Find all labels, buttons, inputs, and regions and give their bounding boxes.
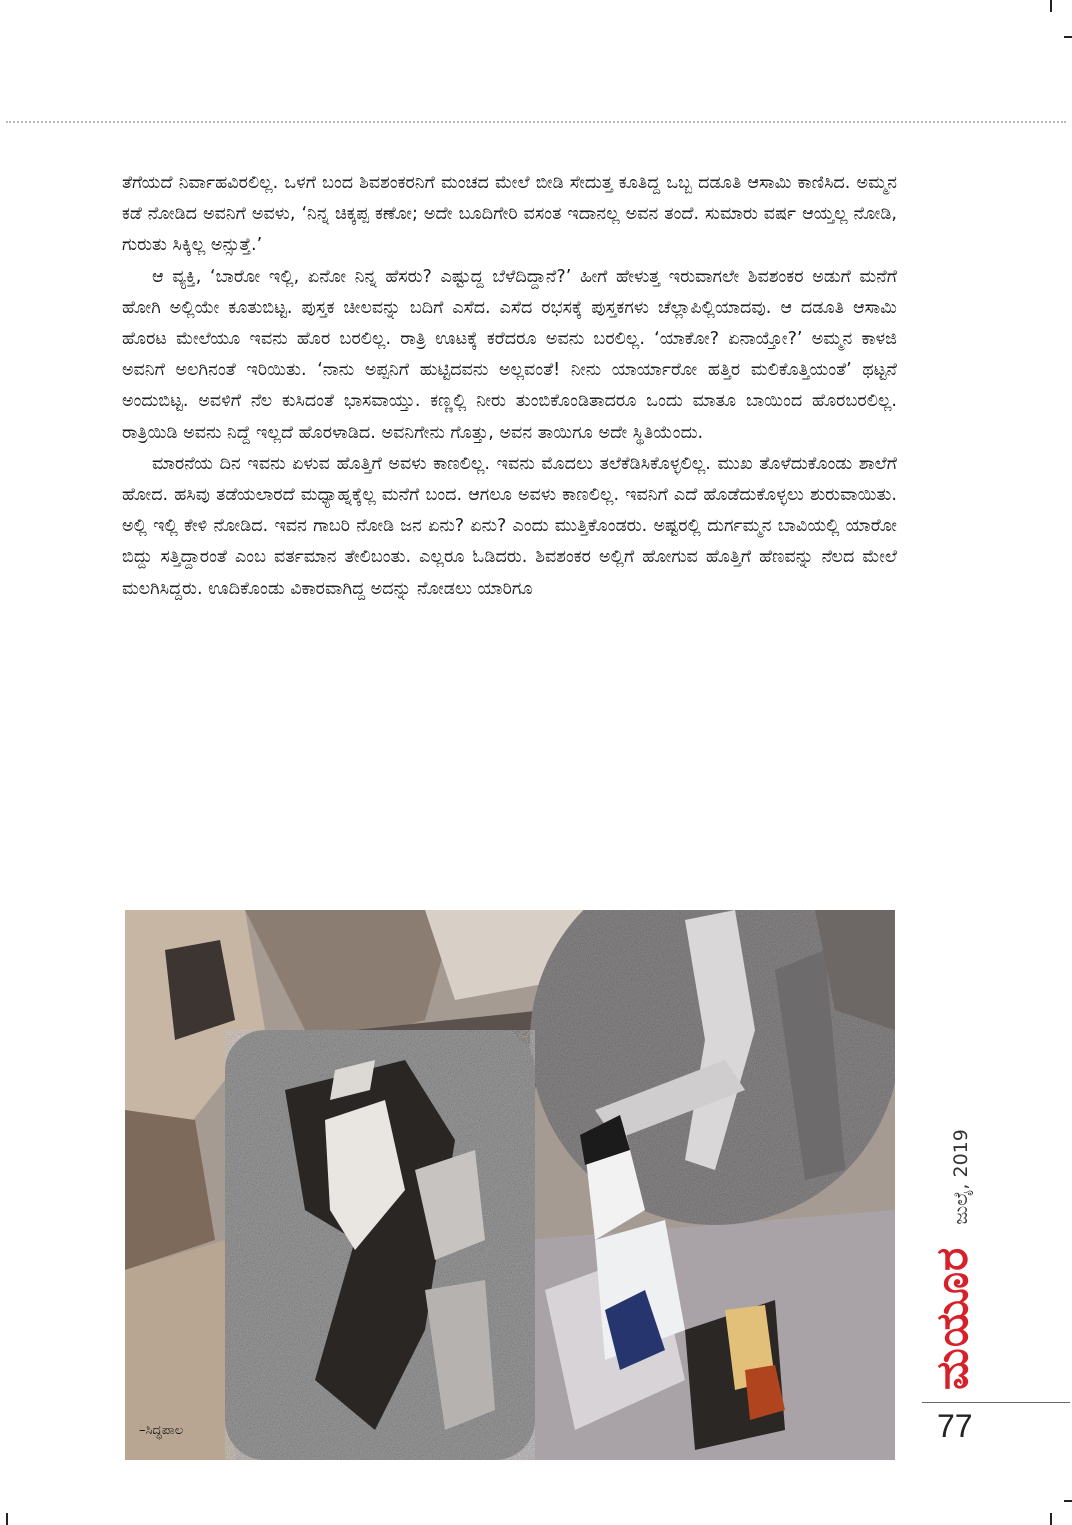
crop-mark bbox=[1064, 1500, 1072, 1502]
magazine-name: ಮಯೂರ bbox=[927, 1246, 978, 1390]
page-number: 77 bbox=[937, 1408, 973, 1444]
article-paragraph: ಮಾರನೆಯ ದಿನ ಇವನು ಏಳುವ ಹೊತ್ತಿಗೆ ಅವಳು ಕಾಣಲಿಲ್ಲ. ಇವನು ಮೊದಲು ತಲೆಕೆಡಿಸಿಕೊಳ್ಳಲಿಲ್ಲ. ಮುಖ ತೊಳೆದುಕೊಂಡು ಶಾಲೆಗೆ ಹೋದ. ಹಸಿವು ತಡೆಯಲಾರದೆ ಮಧ್ಯಾಹ್ನಕ್ಕೆಲ್ಲ ಮನೆಗೆ ಬಂದ. ಆಗಲೂ ಅವಳು ಕಾಣಲಿಲ್ಲ. ಇವನಿಗೆ ಎದೆ ಹೊಡೆದುಕೊಳ್ಳಲು ಶುರುವಾಯಿತು. ಅಲ್ಲಿ ಇಲ್ಲಿ ಕೇಳಿ ನೋಡಿದ. ಇವನ ಗಾಬರಿ ನೋಡಿ ಜನ ಏನು? ಏನು? ಎಂದು ಮುತ್ತಿಕೊಂಡರು. ಅಷ್ಟರಲ್ಲಿ ದುರ್ಗಮ್ಮನ ಬಾವಿಯಲ್ಲಿ ಯಾರೋ ಬಿದ್ದು ಸತ್ತಿದ್ದಾರಂತೆ ಎಂಬ ವರ್ತಮಾನ ತೇಲಿಬಂತು. ಎಲ್ಲರೂ ಓಡಿದರು. ಶಿವಶಂಕರ ಅಲ್ಲಿಗೆ ಹೋಗುವ ಹೊತ್ತಿಗೆ ಹೆಣವನ್ನು ನೆಲದ ಮೇಲೆ ಮಲಗಿಸಿದ್ದರು. ಊದಿಕೊಂಡು ವಿಕಾರವಾಗಿದ್ದ ಅದನ್ನು ನೋಡಲು ಯಾರಿಗೂ bbox=[122, 453, 897, 599]
crop-mark bbox=[1050, 1513, 1052, 1525]
article-paragraph: ತೆಗೆಯದೆ ನಿರ್ವಾಹವಿರಲಿಲ್ಲ. ಒಳಗೆ ಬಂದ ಶಿವಶಂಕರನಿಗೆ ಮಂಚದ ಮೇಲೆ ಬೀಡಿ ಸೇದುತ್ತ ಕೂತಿದ್ದ ಒಬ್ಬ ದಡೂತಿ ಆಸಾಮಿ ಕಾಣಿಸಿದ. ಅಮ್ಮನ ಕಡೆ ನೋಡಿದ ಅವನಿಗೆ ಅವಳು, ‘ನಿನ್ನ ಚಿಕ್ಕಪ್ಪ ಕಣೋ; ಅದೇ ಬೂದಿಗೇರಿ ವಸಂತ ಇದಾನಲ್ಲ ಅವನ ತಂದೆ. ಸುಮಾರು ವರ್ಷ ಆಯ್ತಲ್ಲ ನೋಡಿ, ಗುರುತು ಸಿಕ್ಕಿಲ್ಲ ಅನ್ಸುತ್ತೆ.’ bbox=[122, 173, 897, 256]
story-illustration bbox=[125, 910, 895, 1460]
crop-mark bbox=[6, 1513, 8, 1525]
crop-mark bbox=[1050, 0, 1052, 12]
header-dotted-rule bbox=[6, 121, 1066, 123]
issue-date: ಜುಲೈ, 2019 bbox=[950, 1129, 972, 1225]
page-number-rule bbox=[922, 1402, 1070, 1403]
artist-credit: –ಸಿದ್ಧಪಾಲ bbox=[139, 1423, 184, 1438]
article-body bbox=[122, 168, 897, 605]
article-paragraph: ಆ ವ್ಯಕ್ತಿ, ‘ಬಾರೋ ಇಲ್ಲಿ, ಏನೋ ನಿನ್ನ ಹೆಸರು? ಎಷ್ಟುದ್ದ ಬೆಳೆದಿದ್ದಾನೆ?’ ಹೀಗೆ ಹೇಳುತ್ತ ಇರುವಾಗಲೇ ಶಿವಶಂಕರ ಅಡುಗೆ ಮನೆಗೆ ಹೋಗಿ ಅಲ್ಲಿಯೇ ಕೂತುಬಿಟ್ಟ. ಪುಸ್ತಕ ಚೀಲವನ್ನು ಬದಿಗೆ ಎಸೆದ. ಎಸೆದ ರಭಸಕ್ಕೆ ಪುಸ್ತಕಗಳು ಚೆಲ್ಲಾಪಿಲ್ಲಿಯಾದವು. ಆ ದಡೂತಿ ಆಸಾಮಿ ಹೊರಟ ಮೇಲೆಯೂ ಇವನು ಹೊರ ಬರಲಿಲ್ಲ. ರಾತ್ರಿ ಊಟಕ್ಕೆ ಕರೆದರೂ ಅವನು ಬರಲಿಲ್ಲ. ‘ಯಾಕೋ? ಏನಾಯ್ತೋ?’ ಅಮ್ಮನ ಕಾಳಜಿ ಅವನಿಗೆ ಅಲಗಿನಂತೆ ಇರಿಯಿತು. ‘ನಾನು ಅಪ್ಪನಿಗೆ ಹುಟ್ಟಿದವನು ಅಲ್ಲವಂತೆ! ನೀನು ಯಾರ್ಯಾರೋ ಹತ್ತಿರ ಮಲಿಕೊತ್ತಿಯಂತೆ’ ಥಟ್ಟನೆ ಅಂದುಬಿಟ್ಟ. ಅವಳಿಗೆ ನೆಲ ಕುಸಿದಂತೆ ಭಾಸವಾಯ್ತು. ಕಣ್ಣಲ್ಲಿ ನೀರು ತುಂಬಿಕೊಂಡಿತಾದರೂ ಒಂದು ಮಾತೂ ಬಾಯಿಂದ ಹೊರಬರಲಿಲ್ಲ. ರಾತ್ರಿಯಿಡಿ ಅವನು ನಿದ್ದೆ ಇಲ್ಲದೆ ಹೊರಳಾಡಿದ. ಅವನಿಗೇನು ಗೊತ್ತು, ಅವನ ತಾಯಿಗೂ ಅದೇ ಸ್ಥಿತಿಯೆಂದು. bbox=[122, 266, 897, 443]
abstract-artwork bbox=[125, 910, 895, 1460]
crop-mark bbox=[1064, 36, 1072, 38]
